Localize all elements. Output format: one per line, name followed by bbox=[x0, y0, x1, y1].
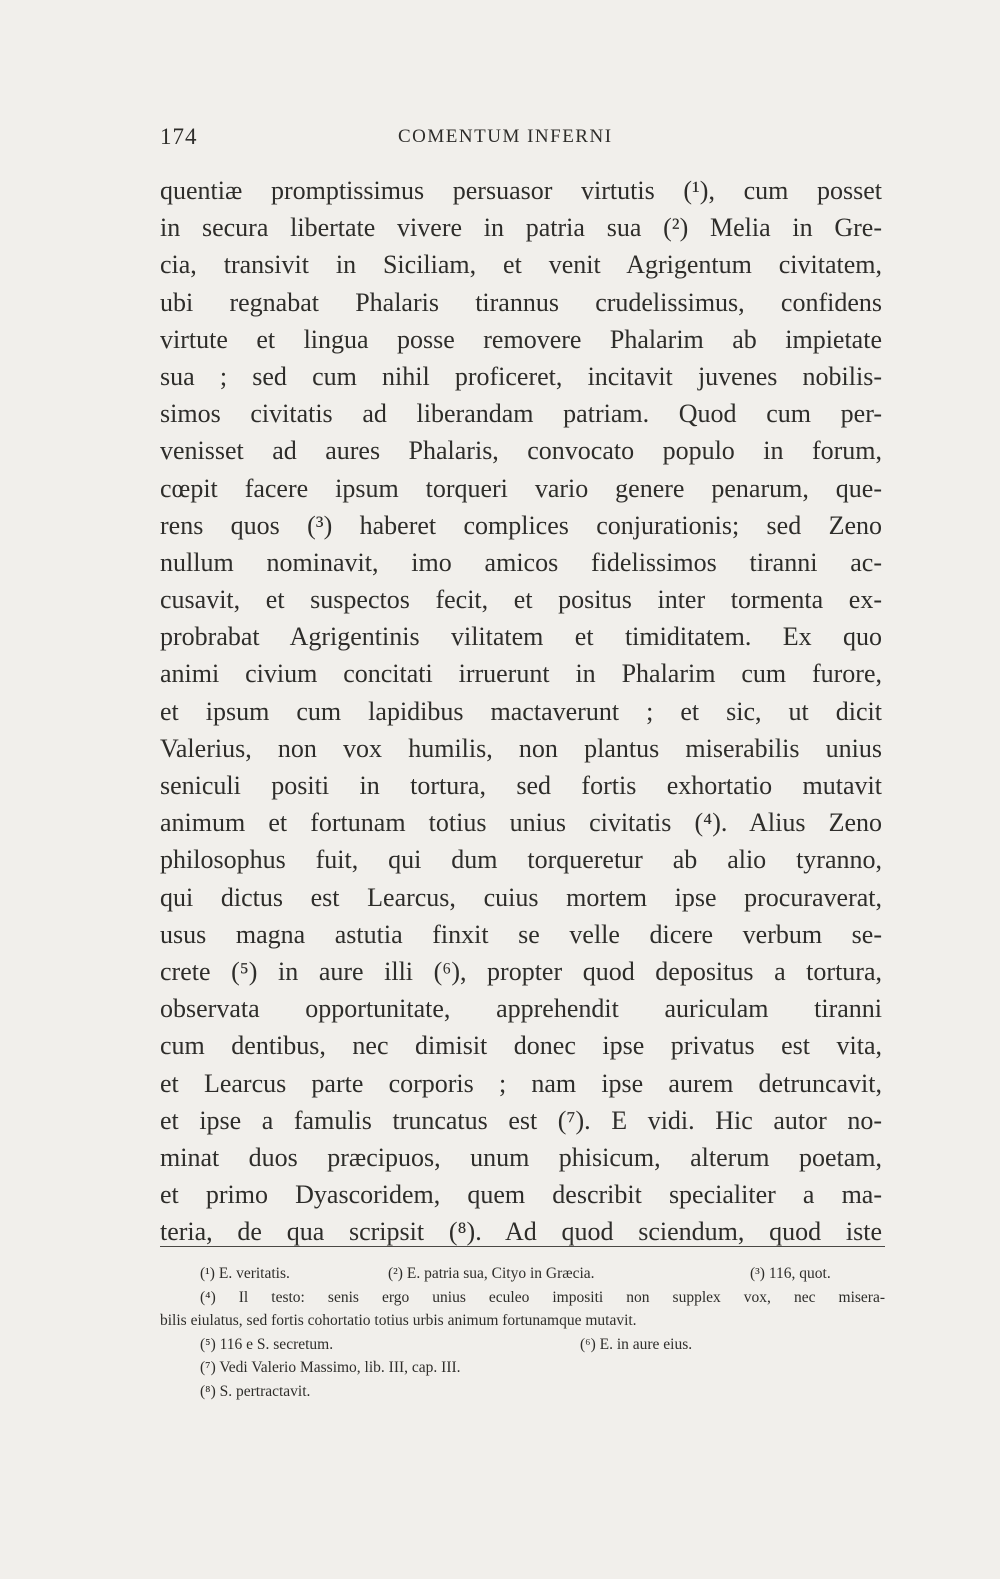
footnote-row bbox=[160, 1262, 885, 1286]
text-line: nullum nominavit, imo amicos fidelissimos tiranni ac- bbox=[160, 547, 882, 577]
text-line: usus magna astutia finxit se velle dicere verbum se- bbox=[160, 919, 882, 949]
footnote-4-line-1: (⁴) Il testo: senis ergo unius eculeo impositi non supplex vox, nec misera- bbox=[200, 1288, 885, 1306]
text-line: simos civitatis ad liberandam patriam. Quod cum per- bbox=[160, 399, 882, 429]
footnote-1: (¹) E. veritatis. bbox=[200, 1265, 290, 1282]
text-line: virtute et lingua posse removere Phalarim ab impietate bbox=[160, 324, 882, 354]
footnote-row bbox=[160, 1333, 885, 1357]
text-line: venisset ad aures Phalaris, convocato populo in forum, bbox=[160, 436, 882, 466]
footnote-7: (⁷) Vedi Valerio Massimo, lib. III, cap. III. bbox=[200, 1359, 461, 1376]
footnote-4-line-2: bilis eiulatus, sed fortis cohortatio totius urbis animum fortunamque mutavit. bbox=[160, 1312, 637, 1329]
text-line: rens quos (³) haberet complices conjurationis; sed Zeno bbox=[160, 510, 882, 540]
text-line: et ipse a famulis truncatus est (⁷). E vidi. Hic autor no- bbox=[160, 1105, 882, 1135]
text-line: quentiæ promptissimus persuasor virtutis (¹), cum posset bbox=[160, 176, 882, 205]
text-line: teria, de qua scripsit (⁸). Ad quod sciendum, quod iste bbox=[160, 1217, 882, 1247]
text-line: minat duos præcipuos, unum phisicum, alterum poetam, bbox=[160, 1142, 882, 1172]
footnote-8: (⁸) S. pertractavit. bbox=[200, 1382, 311, 1400]
footnote-2: (²) E. patria sua, Cityo in Græcia. bbox=[388, 1265, 595, 1282]
text-line: et Learcus parte corporis ; nam ipse aurem detruncavit, bbox=[160, 1068, 882, 1098]
text-line: et ipsum cum lapidibus mactaverunt ; et sic, ut dicit bbox=[160, 696, 882, 726]
text-line: cusavit, et suspectos fecit, et positus inter tormenta ex- bbox=[160, 585, 882, 615]
text-line: cœpit facere ipsum torqueri vario genere penarum, que- bbox=[160, 473, 882, 503]
page-header bbox=[160, 124, 882, 154]
text-line: observata opportunitate, apprehendit auriculam tiranni bbox=[160, 994, 882, 1024]
footnote-6: (⁶) E. in aure eius. bbox=[580, 1335, 693, 1353]
text-line: cia, transivit in Siciliam, et venit Agrigentum civitatem, bbox=[160, 250, 882, 280]
main-text bbox=[160, 172, 882, 1250]
footnote-3: (³) 116, quot. bbox=[750, 1265, 831, 1282]
text-line: in secura libertate vivere in patria sua (²) Melia in Gre- bbox=[160, 213, 882, 243]
footnote-5: (⁵) 116 e S. secretum. bbox=[200, 1335, 334, 1353]
text-line: seniculi positi in tortura, sed fortis exhortatio mutavit bbox=[160, 771, 882, 800]
text-line: animi civium concitati irruerunt in Phalarim cum furore, bbox=[160, 659, 882, 689]
text-line: ubi regnabat Phalaris tirannus crudelissimus, confidens bbox=[160, 287, 882, 317]
footnote-divider bbox=[160, 1246, 885, 1247]
text-line: sua ; sed cum nihil proficeret, incitavit juvenes nobilis- bbox=[160, 361, 882, 391]
text-line: cum dentibus, nec dimisit donec ipse privatus est vita, bbox=[160, 1031, 882, 1061]
page-number: 174 bbox=[160, 124, 198, 149]
text-line: animum et fortunam totius unius civitatis (⁴). Alius Zeno bbox=[160, 808, 882, 838]
footnotes bbox=[160, 1262, 885, 1403]
text-line: et primo Dyascoridem, quem describit specialiter a ma- bbox=[160, 1180, 882, 1210]
text-line: probrabat Agrigentinis vilitatem et timiditatem. Ex quo bbox=[160, 622, 882, 652]
text-line: crete (⁵) in aure illi (⁶), propter quod depositus a tortura, bbox=[160, 956, 882, 986]
text-line: Valerius, non vox humilis, non plantus miserabilis unius bbox=[160, 733, 882, 763]
text-line: qui dictus est Learcus, cuius mortem ipse procuraverat, bbox=[160, 882, 882, 912]
running-title: COMENTUM INFERNI bbox=[398, 126, 613, 147]
text-line: philosophus fuit, qui dum torqueretur ab alio tyranno, bbox=[160, 845, 882, 875]
